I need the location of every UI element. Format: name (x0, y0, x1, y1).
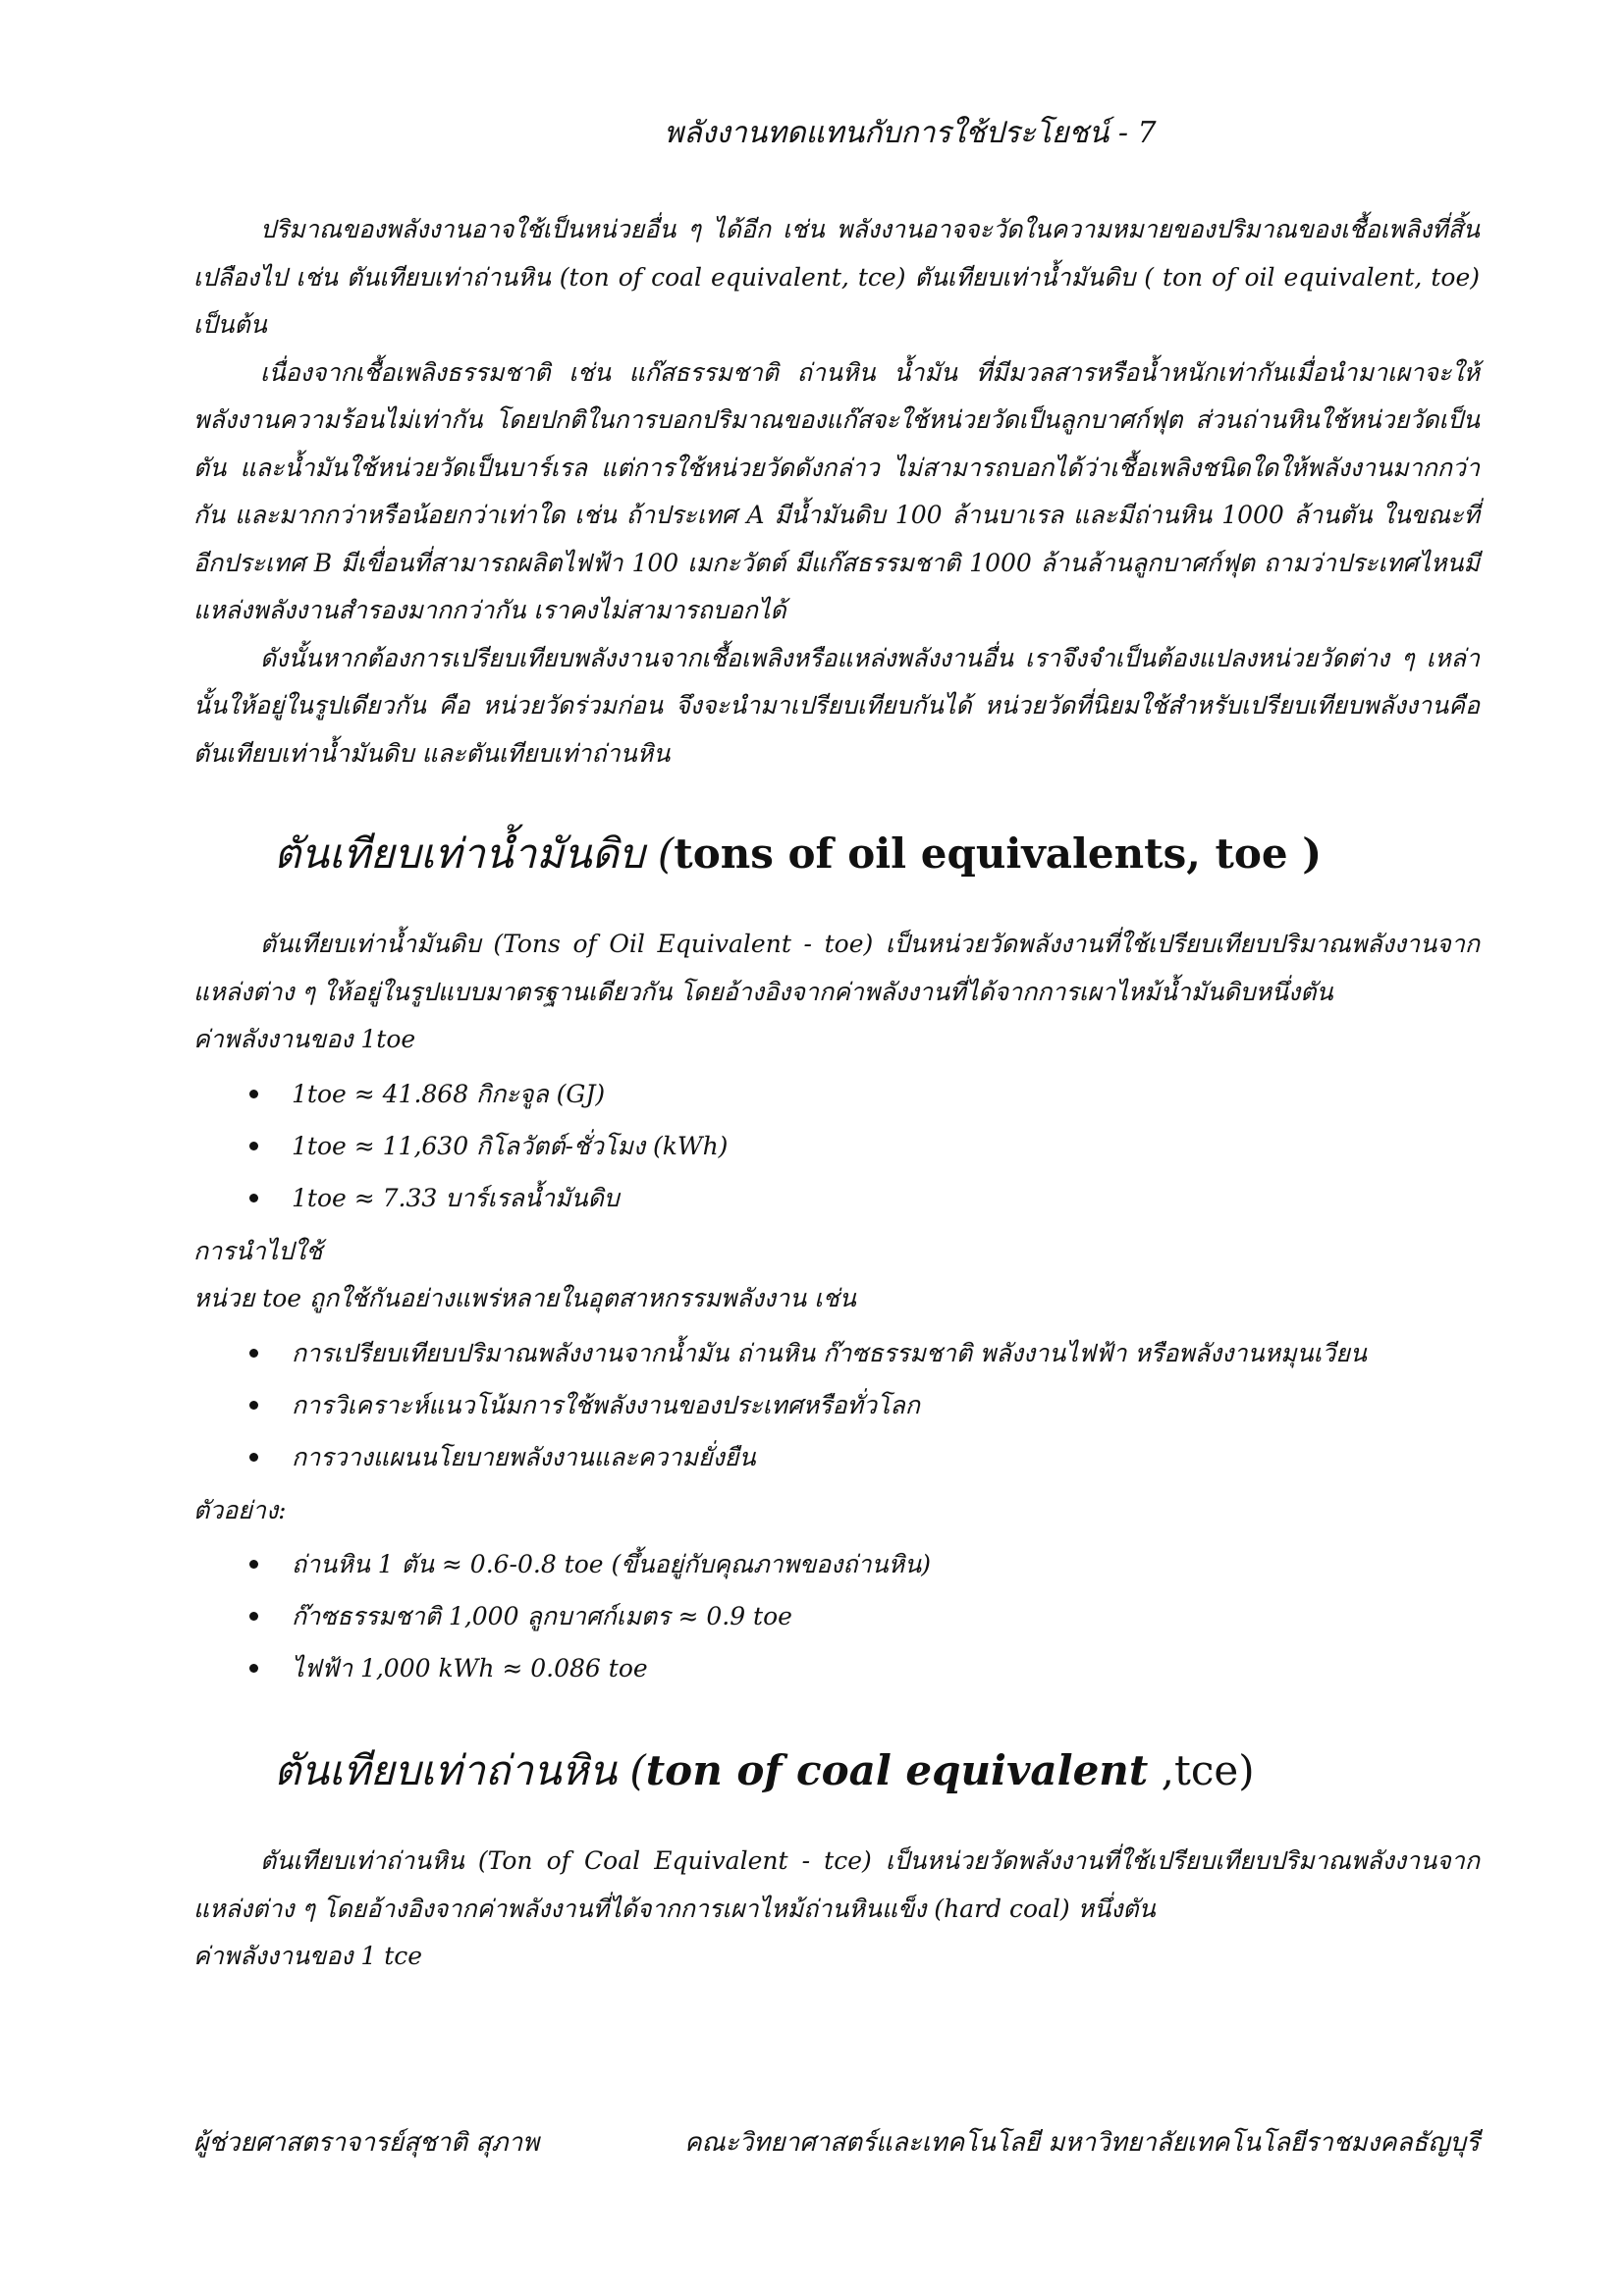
list-item: ก๊าซธรรมชาติ 1,000 ลูกบาศก์เมตร ≈ 0.9 toe (193, 1590, 1480, 1642)
toe-usage-label: การนำไปใช้ (193, 1236, 323, 1265)
tce-paragraph: ตันเทียบเท่าถ่านหิน (Ton of Coal Equivalent - tce) เป็นหน่วยวัดพลังงานที่ใช้เปรียบเทียบปริมาณพลังงานจากแหล่งต่าง ๆ โดยอ้างอิงจากค่าพลังงานที่ได้จากการเผาไหม้ถ่านหินแข็ง (hard coal) หนึ่งตัน (193, 1846, 1480, 1923)
list-item: 1toe ≈ 7.33 บาร์เรลน้ำมันดิบ (193, 1172, 1480, 1224)
bullet-icon (249, 1664, 258, 1673)
bullet-icon (249, 1560, 258, 1569)
toe-example-label: ตัวอย่าง: (193, 1495, 287, 1524)
intro-paragraph-3: ดังนั้นหากต้องการเปรียบเทียบพลังงานจากเชื้อเพลิงหรือแหล่งพลังงานอื่น เราจึงจำเป็นต้องแปลงหน่วยวัดต่าง ๆ เหล่านั้นให้อยู่ในรูปเดียวกัน คือ หน่วยวัดร่วมก่อน จึงจะนำมาเปรียบเทียบกันได้ หน่วยวัดที่นิยมใช้สำหรับเปรียบเทียบพลังงานคือ ตันเทียบเท่าน้ำมันดิบ และตันเทียบเท่าถ่านหิน (193, 643, 1480, 768)
tce-heading-thai: ตันเทียบเท่าถ่านหิน ( (274, 1746, 646, 1794)
toe-values-list (193, 1068, 1480, 1224)
toe-paragraph: ตันเทียบเท่าน้ำมันดิบ (Tons of Oil Equivalent - toe) เป็นหน่วยวัดพลังงานที่ใช้เปรียบเทียบปริมาณพลังงานจากแหล่งต่าง ๆ ให้อยู่ในรูปแบบมาตรฐานเดียวกัน โดยอ้างอิงจากค่าพลังงานที่ได้จากการเผาไหม้น้ำมันดิบหนึ่งตัน (193, 930, 1480, 1006)
bullet-icon (249, 1612, 258, 1621)
bullet-icon (249, 1090, 258, 1098)
bullet-icon (249, 1142, 258, 1150)
list-item: การวางแผนนโยบายพลังงานและความยั่งยืน (193, 1431, 1480, 1483)
list-item: การเปรียบเทียบปริมาณพลังงานจากน้ำมัน ถ่านหิน ก๊าซธรรมชาติ พลังงานไฟฟ้า หรือพลังงานหมุนเวียน (193, 1327, 1480, 1379)
running-header: พลังงานทดแทนกับการใช้ประโยชน์ - 7 (664, 116, 1157, 150)
tce-heading-english: ton of coal equivalent (645, 1746, 1149, 1794)
tce-heading-close: ,tce) (1148, 1746, 1255, 1794)
toe-heading-thai: ตันเทียบเท่าน้ำมันดิบ ( (274, 829, 675, 878)
intro-paragraph-1: ปริมาณของพลังงานอาจใช้เป็นหน่วยอื่น ๆ ได้อีก เช่น พลังงานอาจจะวัดในความหมายของปริมาณของเชื้อเพลิงที่สิ้นเปลืองไป เช่น ตันเทียบเท่าถ่านหิน (ton of coal equivalent, tce) ตันเทียบเท่าน้ำมันดิบ ( ton of oil equivalent, toe) เป็นต้น (193, 215, 1480, 339)
list-item: 1toe ≈ 41.868 กิกะจูล (GJ) (193, 1068, 1480, 1120)
page-content (193, 206, 1480, 1981)
toe-examples-list (193, 1538, 1480, 1694)
list-item: ถ่านหิน 1 ตัน ≈ 0.6-0.8 toe (ขึ้นอยู่กับคุณภาพของถ่านหิน) (193, 1538, 1480, 1590)
toe-value-label: ค่าพลังงานของ 1toe (193, 1025, 416, 1053)
list-item: การวิเคราะห์แนวโน้มการใช้พลังงานของประเทศหรือทั่วโลก (193, 1379, 1480, 1431)
list-item: ไฟฟ้า 1,000 kWh ≈ 0.086 toe (193, 1642, 1480, 1694)
footer-affiliation: คณะวิทยาศาสตร์และเทคโนโลยี มหาวิทยาลัยเทคโนโลยีราชมงคลธัญบุรี (684, 2128, 1480, 2158)
bullet-icon (249, 1194, 258, 1202)
bullet-icon (249, 1349, 258, 1358)
bullet-icon (249, 1401, 258, 1410)
toe-heading-close: ) (1287, 829, 1323, 878)
toe-usage-list (193, 1327, 1480, 1483)
toe-heading-english: tons of oil equivalents, toe (674, 829, 1288, 878)
footer-author: ผู้ช่วยศาสตราจารย์สุชาติ สุภาพ (193, 2128, 540, 2158)
toe-section-heading (193, 827, 1480, 881)
tce-section-heading (193, 1743, 1480, 1798)
intro-paragraph-2: เนื่องจากเชื้อเพลิงธรรมชาติ เช่น แก๊สธรรมชาติ ถ่านหิน น้ำมัน ที่มีมวลสารหรือน้ำหนักเท่ากันเมื่อนำมาเผาจะให้พลังงานความร้อนไม่เท่ากัน โดยปกติในการบอกปริมาณของแก๊สจะใช้หน่วยวัดเป็นลูกบาศก์ฟุต ส่วนถ่านหินใช้หน่วยวัดเป็นตัน และน้ำมันใช้หน่วยวัดเป็นบาร์เรล แต่การใช้หน่วยวัดดังกล่าว ไม่สามารถบอกได้ว่าเชื้อเพลิงชนิดใดให้พลังงานมากกว่ากัน และมากกว่าหรือน้อยกว่าเท่าใด เช่น ถ้าประเทศ A มีน้ำมันดิบ 100 ล้านบาเรล และมีถ่านหิน 1000 ล้านตัน ในขณะที่อีกประเทศ B มีเขื่อนที่สามารถผลิตไฟฟ้า 100 เมกะวัตต์ มีแก๊สธรรมชาติ 1000 ล้านล้านลูกบาศก์ฟุต ถามว่าประเทศไหนมีแหล่งพลังงานสำรองมากกว่ากัน เราคงไม่สามารถบอกได้ (193, 357, 1480, 624)
tce-value-label: ค่าพลังงานของ 1 tce (193, 1942, 423, 1970)
toe-usage-intro: หน่วย toe ถูกใช้กันอย่างแพร่หลายในอุตสาหกรรมพลังงาน เช่น (193, 1284, 856, 1312)
list-item: 1toe ≈ 11,630 กิโลวัตต์-ชั่วโมง (kWh) (193, 1120, 1480, 1172)
bullet-icon (249, 1453, 258, 1462)
